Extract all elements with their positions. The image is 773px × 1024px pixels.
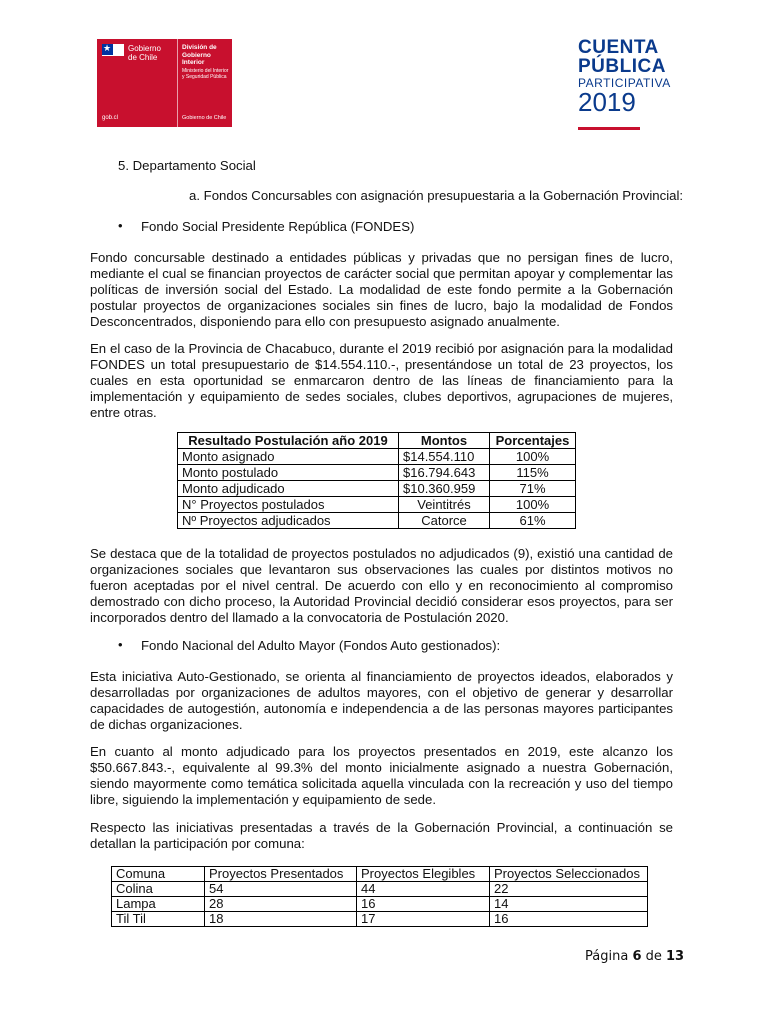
table-header-cell: Porcentajes	[490, 433, 576, 449]
cuenta-line1: CUENTA	[578, 37, 659, 58]
table-cell: $10.360.959	[399, 481, 490, 497]
table-row	[178, 481, 576, 497]
table-cell: 22	[490, 882, 648, 897]
gobierno-de-chile-logo	[97, 39, 232, 127]
table-row	[178, 497, 576, 513]
table-header-row	[112, 867, 648, 882]
bullet-icon: •	[118, 637, 123, 652]
table-cell: Lampa	[112, 897, 205, 912]
page-total: 13	[666, 949, 685, 964]
table-row	[178, 465, 576, 481]
table-cell: Colina	[112, 882, 205, 897]
table-cell: Monto asignado	[178, 449, 399, 465]
table-cell: 100%	[490, 497, 576, 513]
table-cell: 28	[205, 897, 357, 912]
page-of: de	[645, 949, 662, 964]
page-label: Página	[585, 949, 629, 964]
table-header-cell: Montos	[399, 433, 490, 449]
table-cell: Veintitrés	[399, 497, 490, 513]
fondes-results-table	[177, 432, 576, 529]
table-row	[178, 513, 576, 529]
cuenta-underline	[578, 127, 640, 130]
comuna-projects-table	[111, 866, 648, 927]
table-cell: 14	[490, 897, 648, 912]
table-row	[112, 912, 648, 927]
table-cell: Monto adjudicado	[178, 481, 399, 497]
cuenta-line2: PÚBLICA	[578, 56, 666, 77]
table-cell: Nº Proyectos adjudicados	[178, 513, 399, 529]
cuenta-line3: PARTICIPATIVA	[578, 76, 671, 90]
table-cell: 61%	[490, 513, 576, 529]
table-header-cell: Proyectos Elegibles	[357, 867, 490, 882]
table-cell: Catorce	[399, 513, 490, 529]
logo-gobierno-text: Gobierno de Chile	[128, 44, 161, 62]
table-cell: N° Proyectos postulados	[178, 497, 399, 513]
paragraph-adulto-mayor: Esta iniciativa Auto-Gestionado, se orienta al financiamiento de proyectos ideados, elaborados y desarrolladas por organizaciones de adultos mayores, con el objetivo de generar y desarrollar capacidades de autogestión, autonomía e independencia a de las personas mayores participantes de dichas organizaciones.	[90, 669, 673, 732]
table-header-cell: Proyectos Seleccionados	[490, 867, 648, 882]
paragraph-monto-adjudicado: En cuanto al monto adjudicado para los proyectos presentados en 2019, este alcanzo los $50.667.843.-, equivalente al 99.3% del monto inicialmente asignado a nuestra Gobernación, siendo mayormente como temática solicitada aquella vinculada con la recreación y uso del tiempo libre, siguiendo la implementación y equipamiento de sede.	[90, 744, 673, 807]
paragraph-participacion-comuna: Respecto las iniciativas presentadas a través de la Gobernación Provincial, a continuación se detallan la participación por comuna:	[90, 820, 673, 851]
logo-url-text: gob.cl	[102, 115, 119, 121]
logo-division-text: División de Gobierno Interior Ministerio del Interior y Seguridad Pública	[182, 44, 229, 80]
table-cell: 71%	[490, 481, 576, 497]
table-cell: 115%	[490, 465, 576, 481]
table-row	[112, 882, 648, 897]
table-cell: $16.794.643	[399, 465, 490, 481]
table-cell: 44	[357, 882, 490, 897]
table-cell: 17	[357, 912, 490, 927]
table-cell: 18	[205, 912, 357, 927]
table-header-cell: Proyectos Presentados	[205, 867, 357, 882]
table-header-row	[178, 433, 576, 449]
page-number	[585, 949, 684, 964]
chile-flag-icon: ★	[102, 44, 124, 66]
cuenta-publica-logo	[578, 37, 678, 117]
logo-gobierno-small-text: Gobierno de Chile	[182, 115, 227, 121]
section-subheading: a. Fondos Concursables con asignación presupuestaria a la Gobernación Provincial:	[189, 188, 684, 203]
bullet-adulto-mayor: Fondo Nacional del Adulto Mayor (Fondos Auto gestionados):	[141, 638, 501, 653]
bullet-icon: •	[118, 218, 123, 233]
paragraph-fondes-description: Fondo concursable destinado a entidades públicas y privadas que no persigan fines de lucro, mediante el cual se financian proyectos de carácter social que permitan apoyar y complementar las políticas de inversión social del Estado. La modalidad de este fondo permite a la Gobernación postular proyectos de organizaciones sociales sin fines de lucro, bajo la modalidad de Fondos Desconcentrados, disponiendo para ello con presupuesto asignado anualmente.	[90, 250, 673, 329]
division-logo-panel	[178, 39, 232, 127]
paragraph-chacabuco: En el caso de la Provincia de Chacabuco, durante el 2019 recibió por asignación para la modalidad FONDES un total presupuestario de $14.554.110.-, presentándose un total de 23 proyectos, los cuales en esta oportunidad se enmarcaron dentro de las líneas de financiamiento para la implementación y equipamiento de sedes sociales, clubes deportivos, agrupaciones de mujeres, entre otras.	[90, 341, 673, 420]
gobierno-logo-panel	[97, 39, 178, 127]
bullet-fondes: Fondo Social Presidente República (FONDES)	[141, 219, 415, 234]
table-row	[178, 449, 576, 465]
section-heading: 5. Departamento Social	[118, 158, 256, 173]
paragraph-no-adjudicados: Se destaca que de la totalidad de proyectos postulados no adjudicados (9), existió una cantidad de organizaciones sociales que levantaron sus observaciones las cuales por distintos motivos no fueron aceptadas por el nivel central. De acuerdo con ello y en reconocimiento al compromiso demostrado con dicho proceso, la Autoridad Provincial decidió considerar esos proyectos, para ser incorporados dentro del llamado a la convocatoria de Postulación 2020.	[90, 546, 673, 625]
cuenta-year: 2019	[578, 87, 636, 117]
table-header-cell: Comuna	[112, 867, 205, 882]
table-header-cell: Resultado Postulación año 2019	[178, 433, 399, 449]
table-cell: 16	[357, 897, 490, 912]
table-cell: 100%	[490, 449, 576, 465]
table-cell: 54	[205, 882, 357, 897]
table-row	[112, 897, 648, 912]
table-cell: $14.554.110	[399, 449, 490, 465]
table-cell: Monto postulado	[178, 465, 399, 481]
table-cell: 16	[490, 912, 648, 927]
table-cell: Til Til	[112, 912, 205, 927]
page-current: 6	[632, 949, 642, 964]
